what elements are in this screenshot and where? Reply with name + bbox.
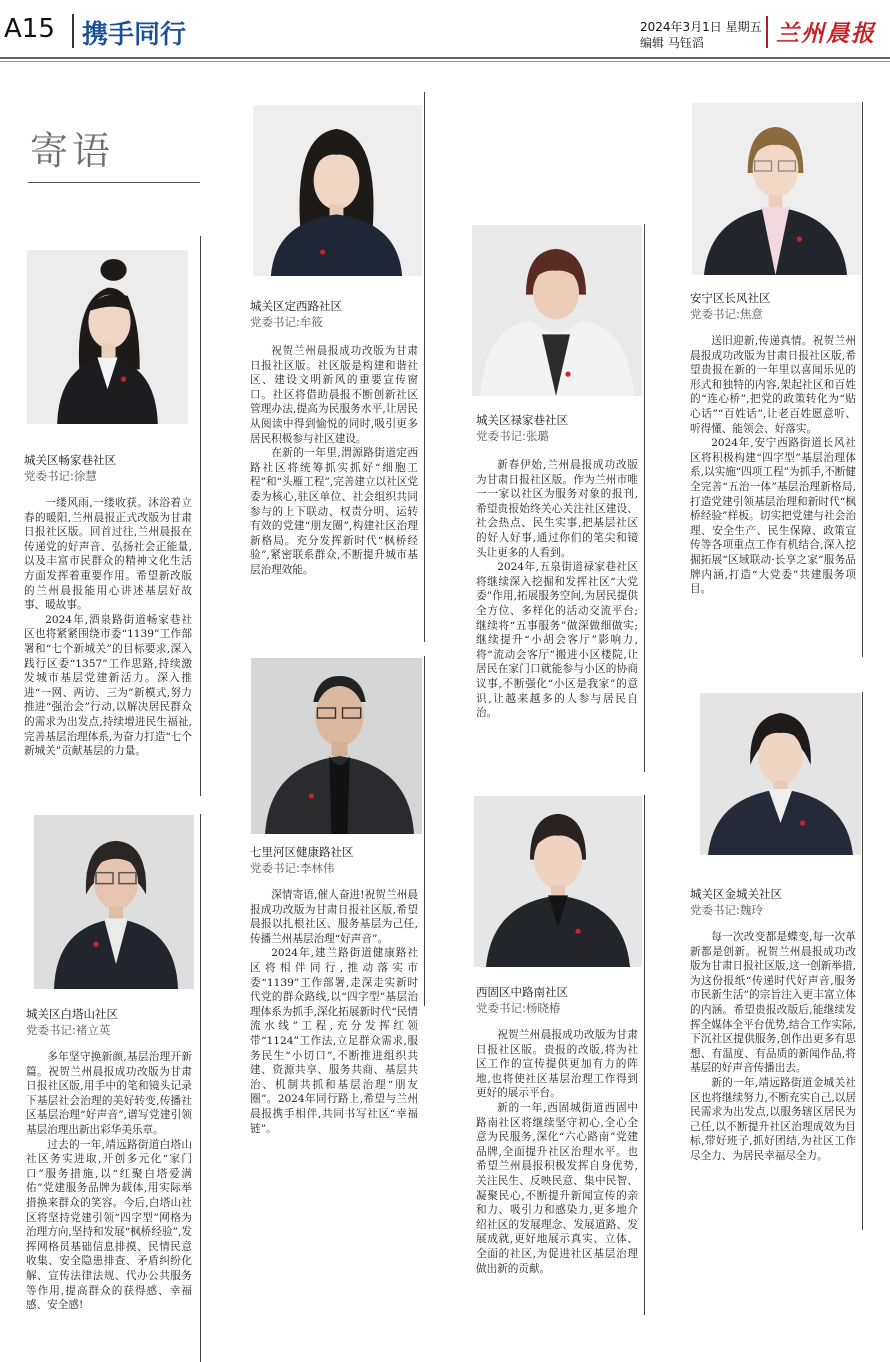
community-name: 城关区白塔山社区	[26, 1007, 118, 1021]
secretary-name: 党委书记:张璐	[476, 429, 549, 443]
column-rule	[200, 236, 201, 796]
community-name: 城关区金城关社区	[690, 887, 782, 901]
community-name: 七里河区健康路社区	[250, 845, 354, 859]
issue-date: 2024年3月1日 星期五	[640, 20, 762, 34]
header-divider	[766, 16, 768, 48]
greeting-text: 一缕风雨,一缕收获。沐浴着立春的暖阳,兰州晨报正式改版为甘肃日报社区版。回首过往,兰州晨报在传递党的好声音、弘扬社会正能量,以及丰富市民群众的精神文化生活方面发挥着重要作用。希望新改版的兰州晨报能用心讲述基层好故事、暖故事。 2024年,酒泉路街道畅家巷社区也将紧紧围绕市委“1139”工作部署和“七个新城关”的目标要求,深入践行区委“1357”工作思路,持续激发城市基层党建新活力。深入推进“一网、两访、三为”新模式,努力推进“强治会”行动,以解决居民群众的需求为出发点,持续增进民生福祉,完善基层治理体系,为奋力打造“七个新城关”贡献基层的力量。	[24, 497, 192, 758]
column-rule	[424, 92, 425, 642]
portrait-photo	[474, 796, 642, 967]
portrait-photo	[34, 815, 194, 989]
column-rule	[644, 795, 645, 1315]
header-rule	[0, 61, 890, 62]
editor-credit: 编辑 马钰滔	[640, 36, 704, 50]
secretary-name: 党委书记:魏玲	[690, 903, 763, 917]
page-number: A15	[4, 14, 55, 44]
newspaper-logo: 兰州晨报	[776, 20, 876, 47]
portrait-photo	[692, 103, 861, 275]
community-name: 城关区定西路社区	[250, 299, 342, 313]
portrait-photo	[253, 105, 422, 276]
portrait-photo	[472, 225, 642, 396]
column-rule	[200, 814, 201, 1362]
portrait-photo	[27, 250, 188, 424]
header-rule	[0, 57, 890, 59]
column-rule	[424, 656, 425, 1006]
greeting-text: 送旧迎新,传递真情。祝贺兰州晨报成功改版为甘肃日报社区版,希望贵报在新的一年里以喜闻乐见的形式和独特的内容,架起社区和百姓的“连心桥”,把党的政策转化为“贴心话”“百姓话”,让老百姓愿意听、听得懂、能领会、好落实。 2024年,安宁西路街道长风社区将积极构建“四字型”基层治理体系,以实施“四项工程”为抓手,不断健全完善“五治一体”基层治理新格局,打造党建引领基层治理和新时代“枫桥经验”样板。切实把党建与社会治理、安全生产、民生保障、政策宣传等各项重点工作有机结合,深入挖掘拓展“区域联动·长享之家”服务品牌内涵,打造“大党委”共建服务项目。	[690, 335, 856, 596]
greeting-text: 深情寄语,催人奋进!祝贺兰州晨报成功改版为甘肃日报社区版,希望晨报以扎根社区、服务基层为己任,传播兰州基层治理“好声音”。 2024年,建兰路街道健康路社区将相伴同行,推动落实市委“1139”工作部署,走深走实新时代党的群众路线,以“四字型”基层治理体系为抓手,深化拓展新时代“民情流水线”工程,充分发挥红领带“1124”工作法,立足群众需求,服务民生“小切口”,不断推进组织共建、资源共享、服务共商、基层共治、机制共抓和基层治理“朋友圈”。2024年同行路上,希望与兰州晨报携手相伴,共同书写社区“幸福链”。	[250, 889, 418, 1135]
portrait-photo	[700, 693, 861, 855]
secretary-name: 党委书记:焦意	[690, 307, 763, 321]
page-title: 寄语	[30, 129, 115, 173]
greeting-text: 祝贺兰州晨报成功改版为甘肃日报社区版。社区版是构建和谐社区、建设文明新风的重要宣传窗口。社区将借助晨报不断创新社区管理办法,提高为民服务水平,让居民从阅读中得到愉悦的同时,吸引更多居民积极参与社区建设。 在新的一年里,渭源路街道定西路社区将统筹抓实抓好“细胞工程”和“头雁工程”,完善建立以社区党委为核心,驻区单位、社会组织共同参与的上下联动、权责分明、运转有效的党建“朋友圈”,构建社区治理新格局。充分发挥新时代“枫桥经验”,紧密联系群众,不断提升城市基层治理效能。	[250, 345, 418, 576]
secretary-name: 党委书记:徐慧	[24, 469, 97, 483]
column-rule	[862, 692, 863, 1230]
greeting-text: 每一次改变都是蝶变,每一次革新都是创新。祝贺兰州晨报成功改版为甘肃日报社区版,这一创新举措,为这份报纸“传递时代好声音,服务市民新生活”的宗旨注入更丰富立体的内涵。希望贵报改版后,能继续发挥全媒体全平台优势,结合工作实际,下沉社区提供服务,创作出更多有思想、有温度、有品质的新闻作品,将基层的好声音传播出去。 新的一年,靖远路街道金城关社区也将继续努力,不断充实自己,以居民需求为出发点,以服务辖区居民为己任,以不断提升社区治理成效为目标,带好班子,抓好团结,为社区工作尽全力、为居民幸福尽全力。	[690, 931, 856, 1162]
community-name: 安宁区长风社区	[690, 291, 771, 305]
secretary-name: 党委书记:杨晓椿	[476, 1001, 561, 1015]
secretary-name: 党委书记:褚立英	[26, 1023, 111, 1037]
greeting-text: 祝贺兰州晨报成功改版为甘肃日报社区版。贵报的改版,将为社区工作的宣传提供更加有力的阵地,也将使社区基层治理工作得到更好的展示平台。 新的一年,西固城街道西固中路南社区将继续坚守初心,全心全意为民服务,深化“六心路南”党建品牌,全面提升社区治理水平。也希望兰州晨报积极发挥自身优势,关注民生、反映民意、集中民智、凝聚民心,不断提升新闻宣传的亲和力、吸引力和感染力,更多地介绍社区的发展理念、发展道路、发展成就,更好地展示真实、立体、全面的社区,为促进社区基层治理做出新的贡献。	[476, 1029, 638, 1275]
community-name: 城关区禄家巷社区	[476, 413, 568, 427]
section-title: 携手同行	[82, 20, 187, 50]
title-underline	[28, 182, 200, 183]
portrait-photo	[251, 658, 422, 834]
column-rule	[862, 102, 863, 657]
greeting-text: 新春伊始,兰州晨报成功改版为甘肃日报社区版。作为兰州市唯一一家以社区为服务对象的报刊,希望贵报始终关心关注社区建设、社会热点、民生实事,把基层社区的好人好事,通过你们的笔尖和镜头让更多的人看到。 2024年,五泉街道禄家巷社区将继续深入挖掘和发挥社区“大党委”作用,拓展服务空间,为居民提供全方位、多样化的活动交流平台;继续将“五事服务”做深做细做实;继续提升“小胡会客厅”影响力,将“流动会客厅”搬进小区楼院,让居民在家门口就能参与小区的协商议事,不断强化“小区是我家”的意识,让越来越多的人参与居民自治。	[476, 459, 638, 720]
column-rule	[644, 224, 645, 772]
community-name: 西固区中路南社区	[476, 985, 568, 999]
secretary-name: 党委书记:李林伟	[250, 861, 335, 875]
greeting-text: 多年坚守换新颜,基层治理开新篇。祝贺兰州晨报成功改版为甘肃日报社区版,用手中的笔和镜头记录下基层社会治理的美好转变,传播社区基层治理“好声音”,谱写党建引领基层治理出新出彩华美乐章。 过去的一年,靖远路街道白塔山社区务实进取,开创多元化“家门口”服务措施,以“红聚白塔爱满佑”党建服务品牌为载体,用实际举措换来群众的笑容。今后,白塔山社区将坚持党建引领“四字型”网格为治理方向,坚持和发展“枫桥经验”,发挥网格员基础信息排摸、民情民意收集、安全隐患排查、矛盾纠纷化解、宣传法律法规、代办公共服务等作用,提高群众的获得感、幸福感、安全感!	[26, 1051, 192, 1312]
community-name: 城关区畅家巷社区	[24, 453, 116, 467]
header-divider	[72, 14, 74, 48]
secretary-name: 党委书记:牟筱	[250, 315, 323, 329]
